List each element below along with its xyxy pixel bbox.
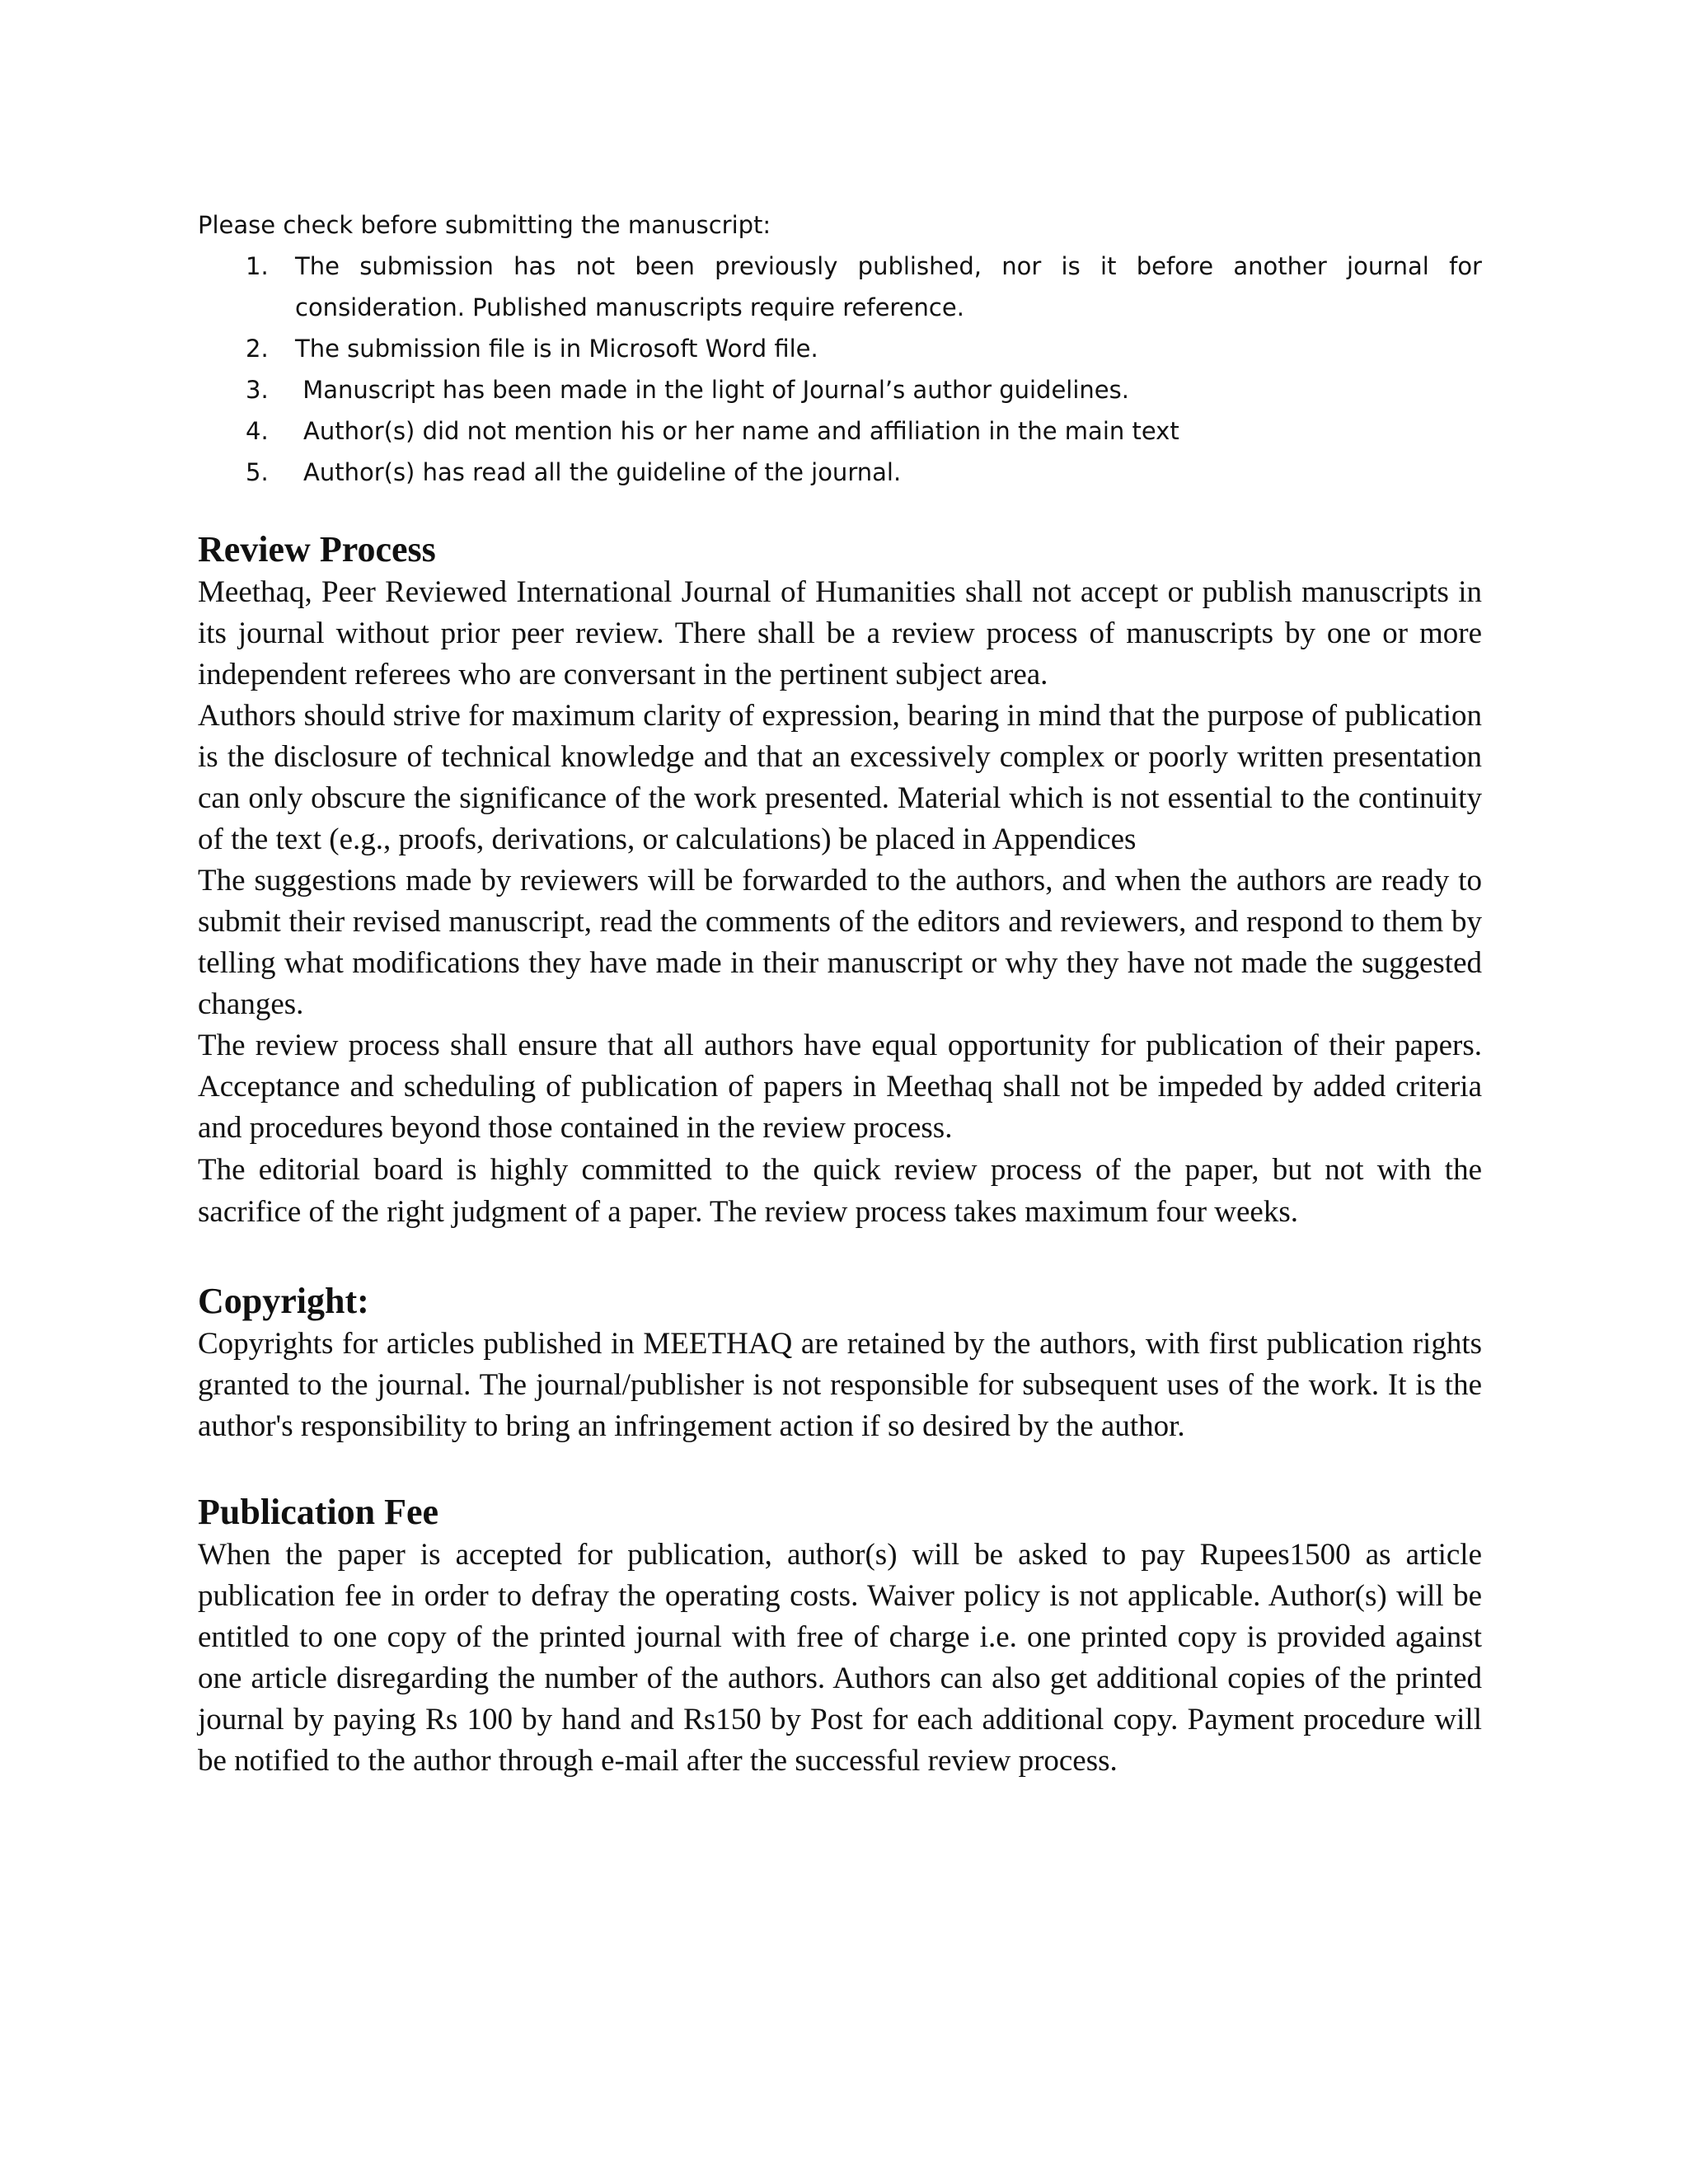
checklist-item-text: Manuscript has been made in the light of Journal’s author guidelines. xyxy=(295,376,1129,404)
review-paragraph: The editorial board is highly committed to the quick review process of the paper, but not with the sacrifice of the right judgment of a paper. The review process takes maximum four weeks. xyxy=(198,1153,1482,1229)
checklist-item-text: Author(s) did not mention his or her name and affiliation in the main text xyxy=(303,417,1179,445)
checklist-item-text: The submission has not been previously published, nor is it before another journal for consideration. Published manuscripts require reference. xyxy=(295,252,1482,321)
checklist-item-number: 4. xyxy=(246,417,269,445)
checklist-item-number: 2. xyxy=(246,335,269,363)
checklist-item xyxy=(198,452,1482,493)
review-paragraph: Meethaq, Peer Reviewed International Journal of Humanities shall not accept or publish manuscripts in its journal without prior peer review. There shall be a review process of manuscripts by one or more independent referees who are conversant in the pertinent subject area. xyxy=(198,575,1482,691)
publication-fee-paragraph: When the paper is accepted for publication, author(s) will be asked to pay Rupees1500 as article publication fee in order to defray the operating costs. Waiver policy is not applicable. Author(s) will be entitled to one copy of the printed journal with free of charge i.e. one printed copy is provided against one article disregarding the number of the authors. Authors can also get additional copies of the printed journal by paying Rs 100 by hand and Rs150 by Post for each additional copy. Payment procedure will be notified to the author through e-mail after the successful review process. xyxy=(198,1538,1482,1778)
checklist-item-text: Author(s) has read all the guideline of the journal. xyxy=(303,458,902,486)
checklist-intro: Please check before submitting the manuscript: xyxy=(198,211,771,239)
publication-fee-heading: Publication Fee xyxy=(198,1492,439,1532)
checklist-item-number: 5. xyxy=(246,458,269,486)
checklist-item xyxy=(198,246,1482,328)
submission-checklist xyxy=(198,246,1482,493)
review-paragraph: The suggestions made by reviewers will be forwarded to the authors, and when the authors are ready to submit their revised manuscript, read the comments of the editors and reviewers, and respond to them by telling what modifications they have made in their manuscript or why they have not made the suggested changes. xyxy=(198,864,1482,1021)
review-process-heading: Review Process xyxy=(198,529,436,569)
checklist-item xyxy=(198,369,1482,410)
copyright-paragraph: Copyrights for articles published in MEETHAQ are retained by the authors, with first publication rights granted to the journal. The journal/publisher is not responsible for subsequent uses of the work. It is the author's responsibility to bring an infringement action if so desired by the author. xyxy=(198,1327,1482,1443)
checklist-item xyxy=(198,410,1482,452)
checklist-item-number: 3. xyxy=(246,376,269,404)
copyright-heading: Copyright: xyxy=(198,1281,369,1321)
checklist-item xyxy=(198,328,1482,369)
checklist-item-text: The submission file is in Microsoft Word file. xyxy=(295,335,818,363)
review-paragraph: Authors should strive for maximum clarity of expression, bearing in mind that the purpose of publication is the disclosure of technical knowledge and that an excessively complex or poorly written presentation can only obscure the significance of the work presented. Material which is not essential to the continuity of the text (e.g., proofs, derivations, or calculations) be placed in Appendices xyxy=(198,699,1482,856)
checklist-item-number: 1. xyxy=(246,252,269,280)
document-page xyxy=(198,204,1482,1782)
review-paragraph: The review process shall ensure that all authors have equal opportunity for publication of their papers. Acceptance and scheduling of publication of papers in Meethaq shall not be impeded by added criteria and procedures beyond those contained in the review process. xyxy=(198,1029,1482,1145)
